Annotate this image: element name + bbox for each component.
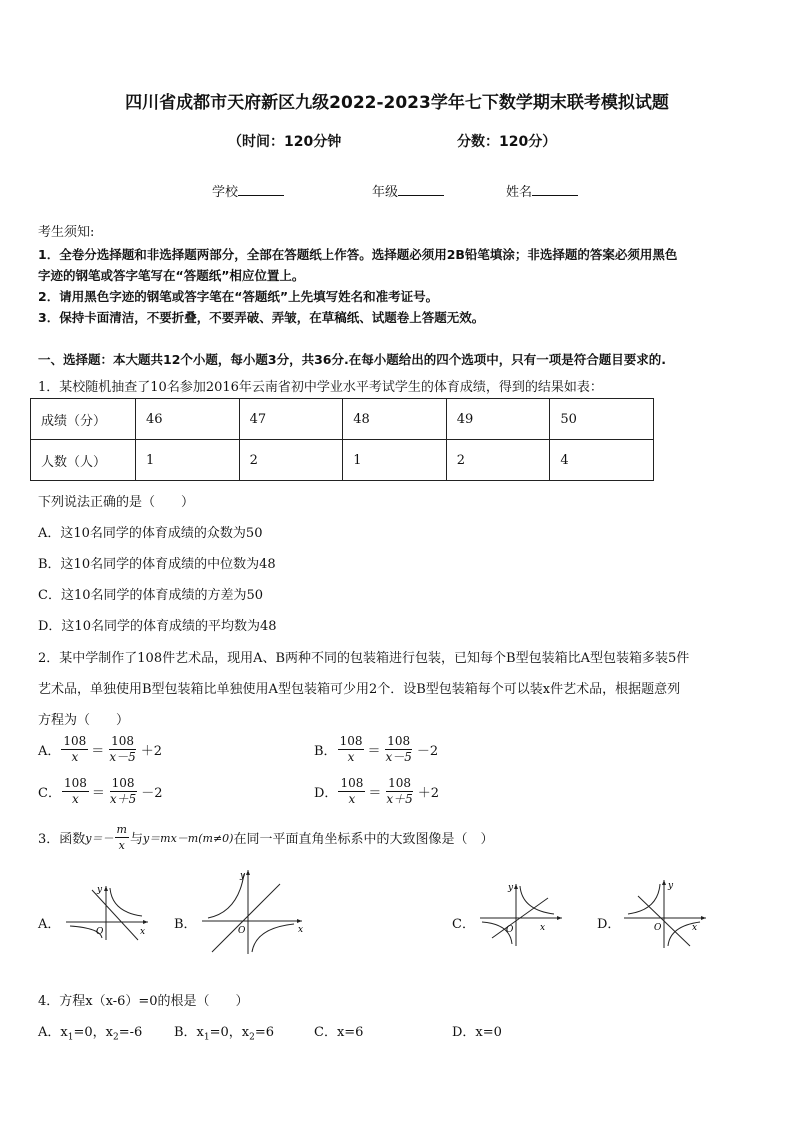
svg-text:O: O xyxy=(238,926,246,936)
q1-option-c: C．这10名同学的体育成绩的方差为50 xyxy=(38,588,264,603)
table-cell: 4 xyxy=(550,440,654,481)
table-cell: 48 xyxy=(343,399,447,440)
table-cell: 2 xyxy=(446,440,550,481)
table-row xyxy=(31,399,654,440)
grade-field xyxy=(372,181,444,200)
school-field xyxy=(212,181,284,200)
svg-text:y: y xyxy=(508,883,514,893)
fraction: $\frac{108}{x}$ xyxy=(340,776,364,806)
q1-prompt: 下列说法正确的是（ ） xyxy=(38,495,195,510)
grade-blank xyxy=(398,183,444,196)
q2-stem-line3: 方程为（ ） xyxy=(38,713,130,728)
q1-option-a: A．这10名同学的体育成绩的众数为50 xyxy=(38,526,263,541)
table-cell: 47 xyxy=(239,399,343,440)
graph-c xyxy=(476,880,566,950)
svg-text:O: O xyxy=(654,923,662,933)
graph-d xyxy=(620,876,710,950)
fraction: $\frac{108}{x-5}$ xyxy=(109,734,136,764)
option-label: B． xyxy=(314,744,337,759)
q4-stem: 4．方程x（x-6）=0的根是（ ） xyxy=(38,994,249,1009)
svg-text:y: y xyxy=(97,885,103,895)
q2-option-a: A． $\frac{108}{x}$ ＝ $\frac{108}{x-5}$ ＋2 xyxy=(38,734,162,764)
fraction: $\frac{108}{x}$ xyxy=(63,776,87,806)
q3-option-c-label: C． xyxy=(452,917,475,932)
page-title: 四川省成都市天府新区九级2022-2023学年七下数学期末联考模拟试题 xyxy=(125,93,669,113)
section-heading: 一、选择题：本大题共12个小题，每小题3分，共36分.在每小题给出的四个选项中，只有一项是符合题目要求的. xyxy=(38,352,666,367)
q4-option-a: A．$x_1=0$，$x_2=-6$ xyxy=(38,1025,143,1043)
table-cell: 46 xyxy=(136,399,240,440)
option-label: D． xyxy=(314,786,338,801)
q3-stem: 3．函数 y＝－ $\frac{m}{x}$ 与 y＝mx－m(m≠0) 在同一平面直角坐标系中的大致图像是（ ） xyxy=(38,823,494,852)
fraction: $\frac{108}{x}$ xyxy=(63,734,87,764)
q1-option-d: D．这10名同学的体育成绩的平均数为48 xyxy=(38,619,277,634)
table-cell: 50 xyxy=(550,399,654,440)
q3-option-b-label: B． xyxy=(174,917,197,932)
svg-text:x: x xyxy=(540,923,546,933)
name-blank xyxy=(532,183,578,196)
q2-stem-line2: 艺术品，单独使用B型包装箱比单独使用A型包装箱可少用2个．设B型包装箱每个可以装x件艺术品，根据题意列 xyxy=(38,682,681,697)
svg-text:O: O xyxy=(96,927,104,937)
school-label: 学校 xyxy=(212,185,239,200)
fraction: $\frac{108}{x-5}$ xyxy=(385,734,412,764)
q4-option-b: B．$x_1=0$，$x_2=6$ xyxy=(174,1025,275,1043)
table-header-cell: 人数（人） xyxy=(31,440,136,481)
q1-stem: 1．某校随机抽查了10名参加2016年云南省初中学业水平考试学生的体育成绩，得到的结果如表： xyxy=(38,380,603,395)
note-line: 2．请用黑色字迹的钢笔或答字笔在“答题纸”上先填写姓名和准考证号。 xyxy=(38,289,439,304)
graph-a xyxy=(62,882,152,942)
score-table xyxy=(30,398,654,481)
svg-text:y: y xyxy=(240,871,246,881)
q4-option-c: C．x=6 xyxy=(314,1025,364,1040)
name-label: 姓名 xyxy=(506,185,533,200)
table-row xyxy=(31,440,654,481)
q2-option-b: B． $\frac{108}{x}$ ＝ $\frac{108}{x-5}$ －2 xyxy=(314,734,439,764)
table-header-cell: 成绩（分） xyxy=(31,399,136,440)
svg-text:x: x xyxy=(692,923,698,933)
graph-b xyxy=(198,866,308,956)
table-cell: 1 xyxy=(136,440,240,481)
grade-label: 年级 xyxy=(372,185,399,200)
option-label: C． xyxy=(38,786,61,801)
q4-option-d: D．x=0 xyxy=(452,1025,502,1040)
name-field xyxy=(506,181,578,200)
school-blank xyxy=(238,183,284,196)
svg-text:x: x xyxy=(298,925,304,935)
note-line: 3．保持卡面清洁，不要折叠，不要弄破、弄皱，在草稿纸、试题卷上答题无效。 xyxy=(38,310,485,325)
q3-option-a-label: A． xyxy=(38,917,61,932)
fraction: $\frac{m}{x}$ xyxy=(116,823,127,852)
exam-time: （时间：120分钟 xyxy=(228,134,342,150)
q3-option-d-label: D． xyxy=(597,917,621,932)
q2-option-c: C． $\frac{108}{x}$ ＝ $\frac{108}{x+5}$ －2 xyxy=(38,776,163,806)
table-cell: 2 xyxy=(239,440,343,481)
table-cell: 1 xyxy=(343,440,447,481)
fraction: $\frac{108}{x+5}$ xyxy=(386,776,413,806)
q2-option-d: D． $\frac{108}{x}$ ＝ $\frac{108}{x+5}$ ＋2 xyxy=(314,776,440,806)
svg-text:x: x xyxy=(140,927,146,937)
fraction: $\frac{108}{x}$ xyxy=(339,734,363,764)
svg-text:O: O xyxy=(506,925,514,935)
exam-score: 分数：120分） xyxy=(457,134,557,150)
q2-stem-line1: 2．某中学制作了108件艺术品，现用A、B两种不同的包装箱进行包装，已知每个B型包装箱比A型包装箱多装5件 xyxy=(38,651,690,666)
q1-option-b: B．这10名同学的体育成绩的中位数为48 xyxy=(38,557,276,572)
svg-text:y: y xyxy=(668,881,674,891)
notes-title: 考生须知: xyxy=(38,225,95,240)
option-label: A． xyxy=(38,744,61,759)
note-line: 1．全卷分选择题和非选择题两部分，全部在答题纸上作答。选择题必须用2B铅笔填涂；非选择题的答案必须用黑色 xyxy=(38,247,678,262)
table-cell: 49 xyxy=(446,399,550,440)
note-line: 字迹的钢笔或答字笔写在“答题纸”相应位置上。 xyxy=(38,268,305,283)
fraction: $\frac{108}{x+5}$ xyxy=(109,776,137,806)
